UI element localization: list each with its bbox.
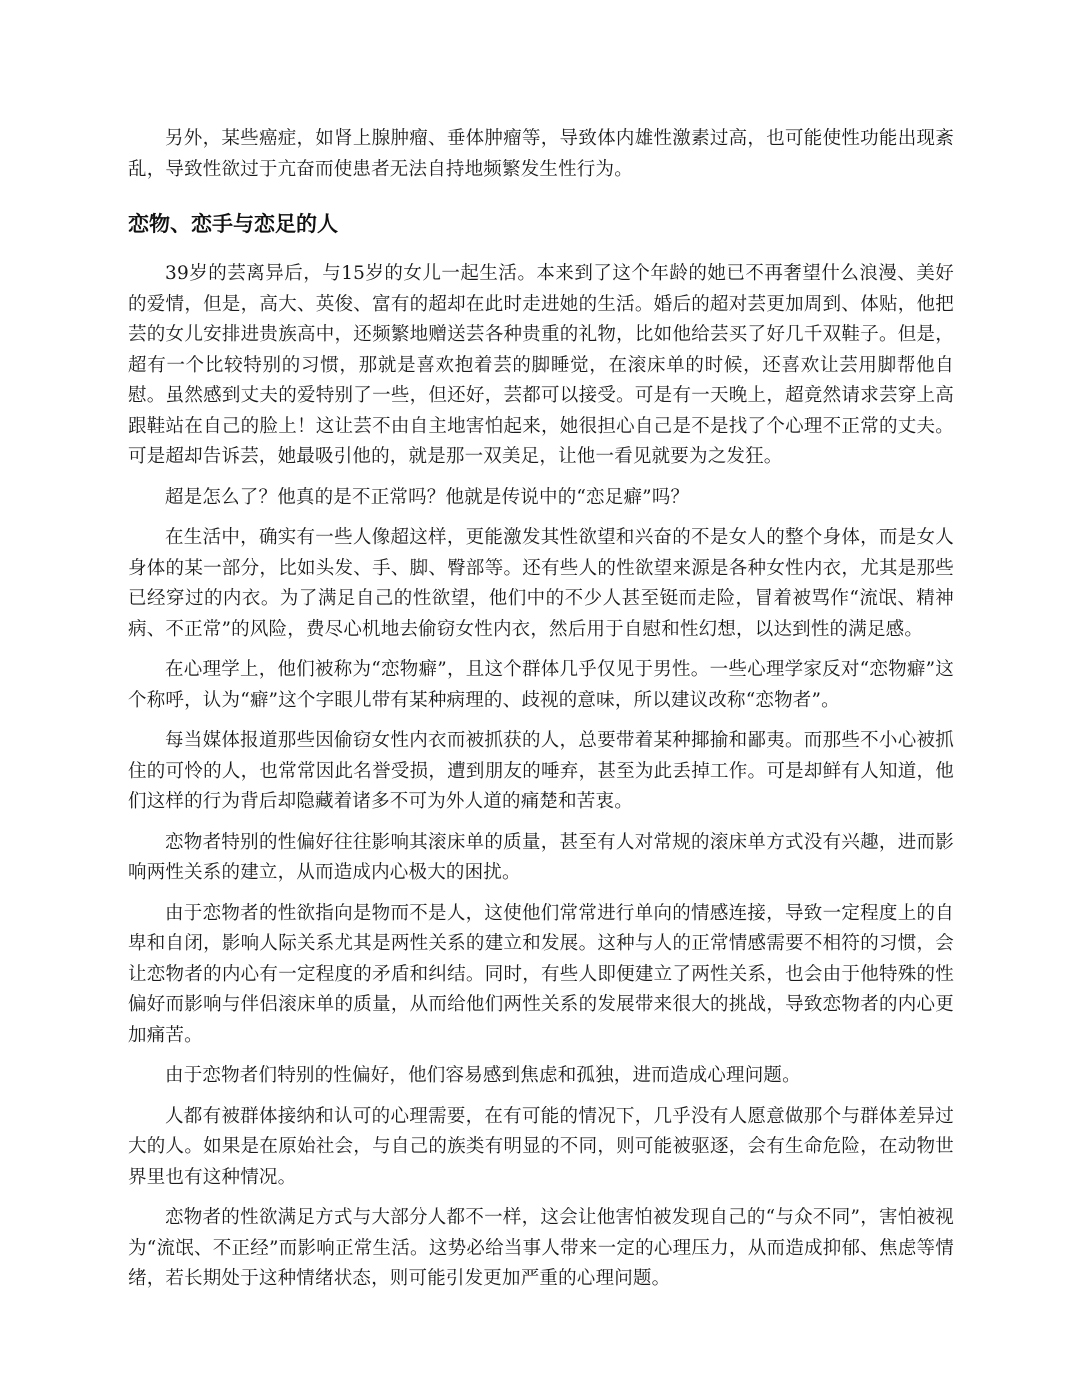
body-paragraph-5: 每当媒体报道那些因偷窃女性内衣而被抓获的人，总要带着某种揶揄和鄙夷。而那些不小心被抓住的可怜的人，也常常因此名誉受损，遭到朋友的唾弃，甚至为此丢掉工作。可是却鲜有人知道，他们这样的行为背后却隐藏着诸多不可为外人道的痛楚和苦衷。 [128,730,954,812]
section-heading: 恋物、恋手与恋足的人 [128,212,338,236]
body-paragraph-6: 恋物者特别的性偏好往往影响其滚床单的质量，甚至有人对常规的滚床单方式没有兴趣，进而影响两性关系的建立，从而造成内心极大的困扰。 [128,831,954,883]
body-paragraph-9: 人都有被群体接纳和认可的心理需要，在有可能的情况下，几乎没有人愿意做那个与群体差异过大的人。如果是在原始社会，与自己的族类有明显的不同，则可能被驱逐，会有生命危险，在动物世界里也有这种情况。 [128,1105,954,1188]
intro-paragraph: 另外，某些癌症，如肾上腺肿瘤、垂体肿瘤等，导致体内雄性激素过高，也可能使性功能出现紊乱，导致性欲过于亢奋而使患者无法自持地频繁发生性行为。 [128,128,954,180]
body-paragraph-8: 由于恋物者们特别的性偏好，他们容易感到焦虑和孤独，进而造成心理问题。 [165,1065,801,1086]
body-paragraph-7: 由于恋物者的性欲指向是物而不是人，这使他们常常进行单向的情感连接，导致一定程度上的自卑和自闭，影响人际关系尤其是两性关系的建立和发展。这种与人的正常情感需要不相符的习惯，会让恋物者的内心有一定程度的矛盾和纠结。同时，有些人即便建立了两性关系，也会由于他特殊的性偏好而影响与伴侣滚床单的质量，从而给他们两性关系的发展带来很大的挑战，导致恋物者的内心更加痛苦。 [128,902,954,1046]
body-paragraph-10: 恋物者的性欲满足方式与大部分人都不一样，这会让他害怕被发现自己的“与众不同”，害怕被视为“流氓、不正经”而影响正常生活。这势必给当事人带来一定的心理压力，从而造成抑郁、焦虑等情绪，若长期处于这种情绪状态，则可能引发更加严重的心理问题。 [128,1207,954,1289]
body-paragraph-2: 超是怎么了？他真的是不正常吗？他就是传说中的“恋足癖”吗？ [165,486,690,508]
document-page [128,124,954,1305]
body-paragraph-3: 在生活中，确实有一些人像超这样，更能激发其性欲望和兴奋的不是女人的整个身体，而是女人身体的某一部分，比如头发、手、脚、臀部等。还有些人的性欲望来源是各种女性内衣，尤其是那些已经穿过的内衣。为了满足自己的性欲望，他们中的不少人甚至铤而走险，冒着被骂作“流氓、精神病、不正常”的风险，费尽心机地去偷窃女性内衣，然后用于自慰和性幻想，以达到性的满足感。 [128,527,954,640]
body-paragraph-4: 在心理学上，他们被称为“恋物癖”，且这个群体几乎仅见于男性。一些心理学家反对“恋物癖”这个称呼，认为“癖”这个字眼儿带有某种病理的、歧视的意味，所以建议改称“恋物者”。 [128,659,954,711]
body-paragraph-1: 39岁的芸离异后，与15岁的女儿一起生活。本来到了这个年龄的她已不再奢望什么浪漫、美好的爱情，但是，高大、英俊、富有的超却在此时走进她的生活。婚后的超对芸更加周到、体贴，他把芸的女儿安排进贵族高中，还频繁地赠送芸各种贵重的礼物，比如他给芸买了好几千双鞋子。但是，超有一个比较特别的习惯，那就是喜欢抱着芸的脚睡觉，在滚床单的时候，还喜欢让芸用脚帮他自慰。虽然感到丈夫的爱特别了一些，但还好，芸都可以接受。可是有一天晚上，超竟然请求芸穿上高跟鞋站在自己的脸上！这让芸不由自主地害怕起来，她很担心自己是不是找了个心理不正常的丈夫。可是超却告诉芸，她最吸引他的，就是那一双美足，让他一看见就要为之发狂。 [128,263,954,467]
